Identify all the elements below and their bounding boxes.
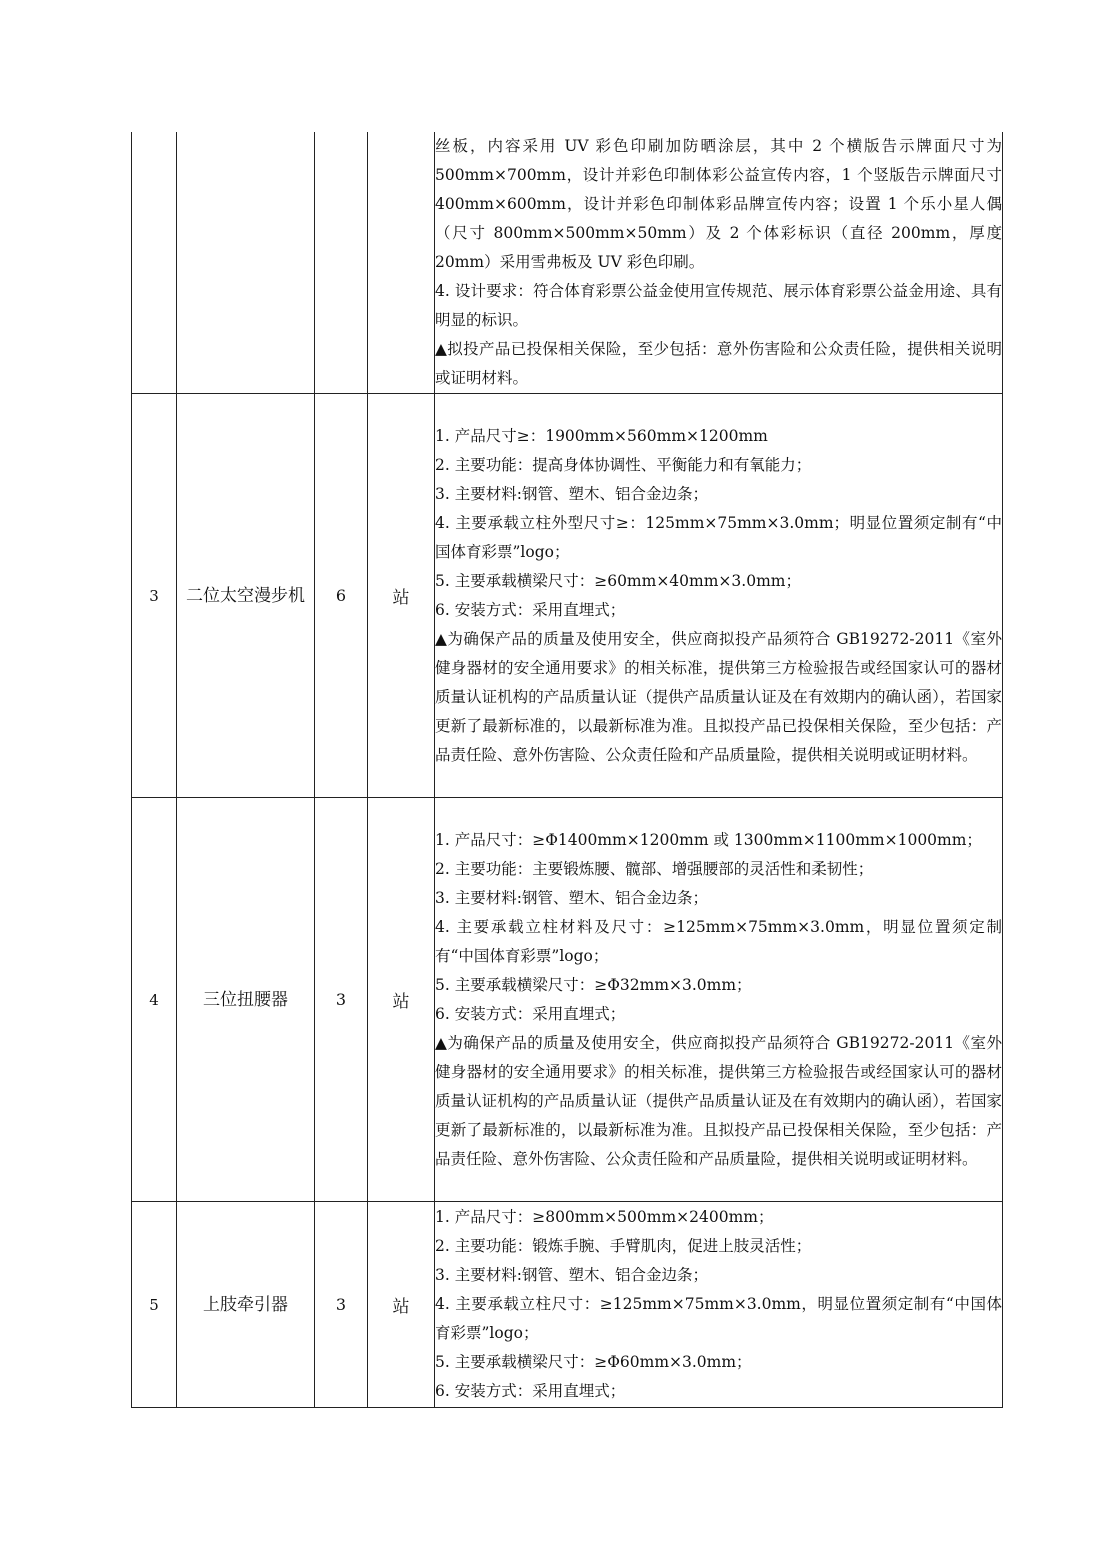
spec-line: 6. 安装方式：采用直埋式；: [435, 1004, 626, 1023]
spec-line: 3. 主要材料:钢管、塑木、铝合金边条；: [435, 888, 708, 907]
spec-line: 4. 主要承载立柱外型尺寸≥：125mm×75mm×3.0mm；明显位置须定制有“中国体育彩票”logo；: [435, 513, 1002, 561]
product-name: [177, 132, 315, 394]
spec-description: [435, 798, 1003, 1202]
spec-line: ▲拟投产品已投保相关保险，至少包括：意外伤害险和公众责任险，提供相关说明或证明材料。: [435, 340, 1002, 387]
row-number: 5: [132, 1202, 177, 1408]
spec-line: 5. 主要承载横梁尺寸：≥Φ32mm×3.0mm；: [435, 975, 752, 994]
row-number: 3: [132, 394, 177, 798]
row-number: 4: [132, 798, 177, 1202]
unit: 站: [368, 1202, 435, 1408]
quantity: 3: [315, 798, 368, 1202]
table-row: [132, 798, 1003, 1202]
table-row: [132, 132, 1003, 394]
table-row: [132, 1202, 1003, 1408]
row-number: [132, 132, 177, 394]
quantity: 3: [315, 1202, 368, 1408]
spec-line: 2. 主要功能：提高身体协调性、平衡能力和有氧能力；: [435, 455, 812, 474]
spec-description: [435, 1202, 1003, 1408]
spec-line: 5. 主要承载横梁尺寸：≥60mm×40mm×3.0mm；: [435, 571, 801, 590]
quantity: [315, 132, 368, 394]
quantity: 6: [315, 394, 368, 798]
spec-line: 6. 安装方式：采用直埋式；: [435, 600, 626, 619]
spec-line: 4. 主要承载立柱材料及尺寸：≥125mm×75mm×3.0mm，明显位置须定制有“中国体育彩票”logo；: [435, 917, 1002, 965]
table-row: [132, 394, 1003, 798]
spec-line: 2. 主要功能：主要锻炼腰、髋部、增强腰部的灵活性和柔韧性；: [435, 859, 874, 878]
spec-description: [435, 394, 1003, 798]
spec-table: [131, 132, 1003, 1408]
spec-line: 4. 设计要求：符合体育彩票公益金使用宣传规范、展示体育彩票公益金用途、具有明显的标识。: [435, 282, 1002, 329]
spec-line: 4. 主要承载立柱尺寸：≥125mm×75mm×3.0mm，明显位置须定制有“中国体育彩票”logo；: [435, 1295, 1002, 1342]
spec-line: 2. 主要功能：锻炼手腕、手臂肌肉，促进上肢灵活性；: [435, 1237, 812, 1255]
spec-line: 1. 产品尺寸≥：1900mm×560mm×1200mm: [435, 426, 768, 445]
spec-line: 6. 安装方式：采用直埋式；: [435, 1382, 626, 1400]
spec-line: ▲为确保产品的质量及使用安全，供应商拟投产品须符合 GB19272-2011《室外健身器材的安全通用要求》的相关标准，提供第三方检验报告或经国家认可的器材质量认证机构的产品质量认证（提供产品质量认证及在有效期内的确认函），若国家更新了最新标准的，以最新标准为准。且拟投产品已投保相关保险，至少包括：产品责任险、意外伤害险、公众责任险和产品质量险，提供相关说明或证明材料。: [435, 1033, 1002, 1168]
spec-line: 3. 主要材料:钢管、塑木、铝合金边条；: [435, 484, 708, 503]
spec-line: ▲为确保产品的质量及使用安全，供应商拟投产品须符合 GB19272-2011《室外健身器材的安全通用要求》的相关标准，提供第三方检验报告或经国家认可的器材质量认证机构的产品质量认证（提供产品质量认证及在有效期内的确认函），若国家更新了最新标准的，以最新标准为准。且拟投产品已投保相关保险，至少包括：产品责任险、意外伤害险、公众责任险和产品质量险，提供相关说明或证明材料。: [435, 629, 1002, 764]
spec-description: [435, 132, 1003, 394]
spec-line: 3. 主要材料:钢管、塑木、铝合金边条；: [435, 1266, 708, 1284]
unit: 站: [368, 394, 435, 798]
product-name: 上肢牵引器: [177, 1202, 315, 1408]
spec-line: 5. 主要承载横梁尺寸：≥Φ60mm×3.0mm；: [435, 1353, 752, 1371]
spec-line: 1. 产品尺寸：≥Φ1400mm×1200mm 或 1300mm×1100mm×1000mm；: [435, 830, 982, 849]
unit: [368, 132, 435, 394]
spec-line: 1. 产品尺寸：≥800mm×500mm×2400mm；: [435, 1208, 774, 1226]
product-name: 二位太空漫步机: [177, 394, 315, 798]
product-name: 三位扭腰器: [177, 798, 315, 1202]
spec-line: 丝板，内容采用 UV 彩色印刷加防晒涂层，其中 2 个横版告示牌面尺寸为 500mm×700mm，设计并彩色印制体彩公益宣传内容，1 个竖版告示牌面尺寸 400mm×600mm，设计并彩色印制体彩品牌宣传内容；设置 1 个乐小星人偶（尺寸 800mm×500mm×50mm）及 2 个体彩标识（直径 200mm，厚度 20mm）采用雪弗板及 UV 彩色印刷。: [435, 137, 1002, 271]
unit: 站: [368, 798, 435, 1202]
